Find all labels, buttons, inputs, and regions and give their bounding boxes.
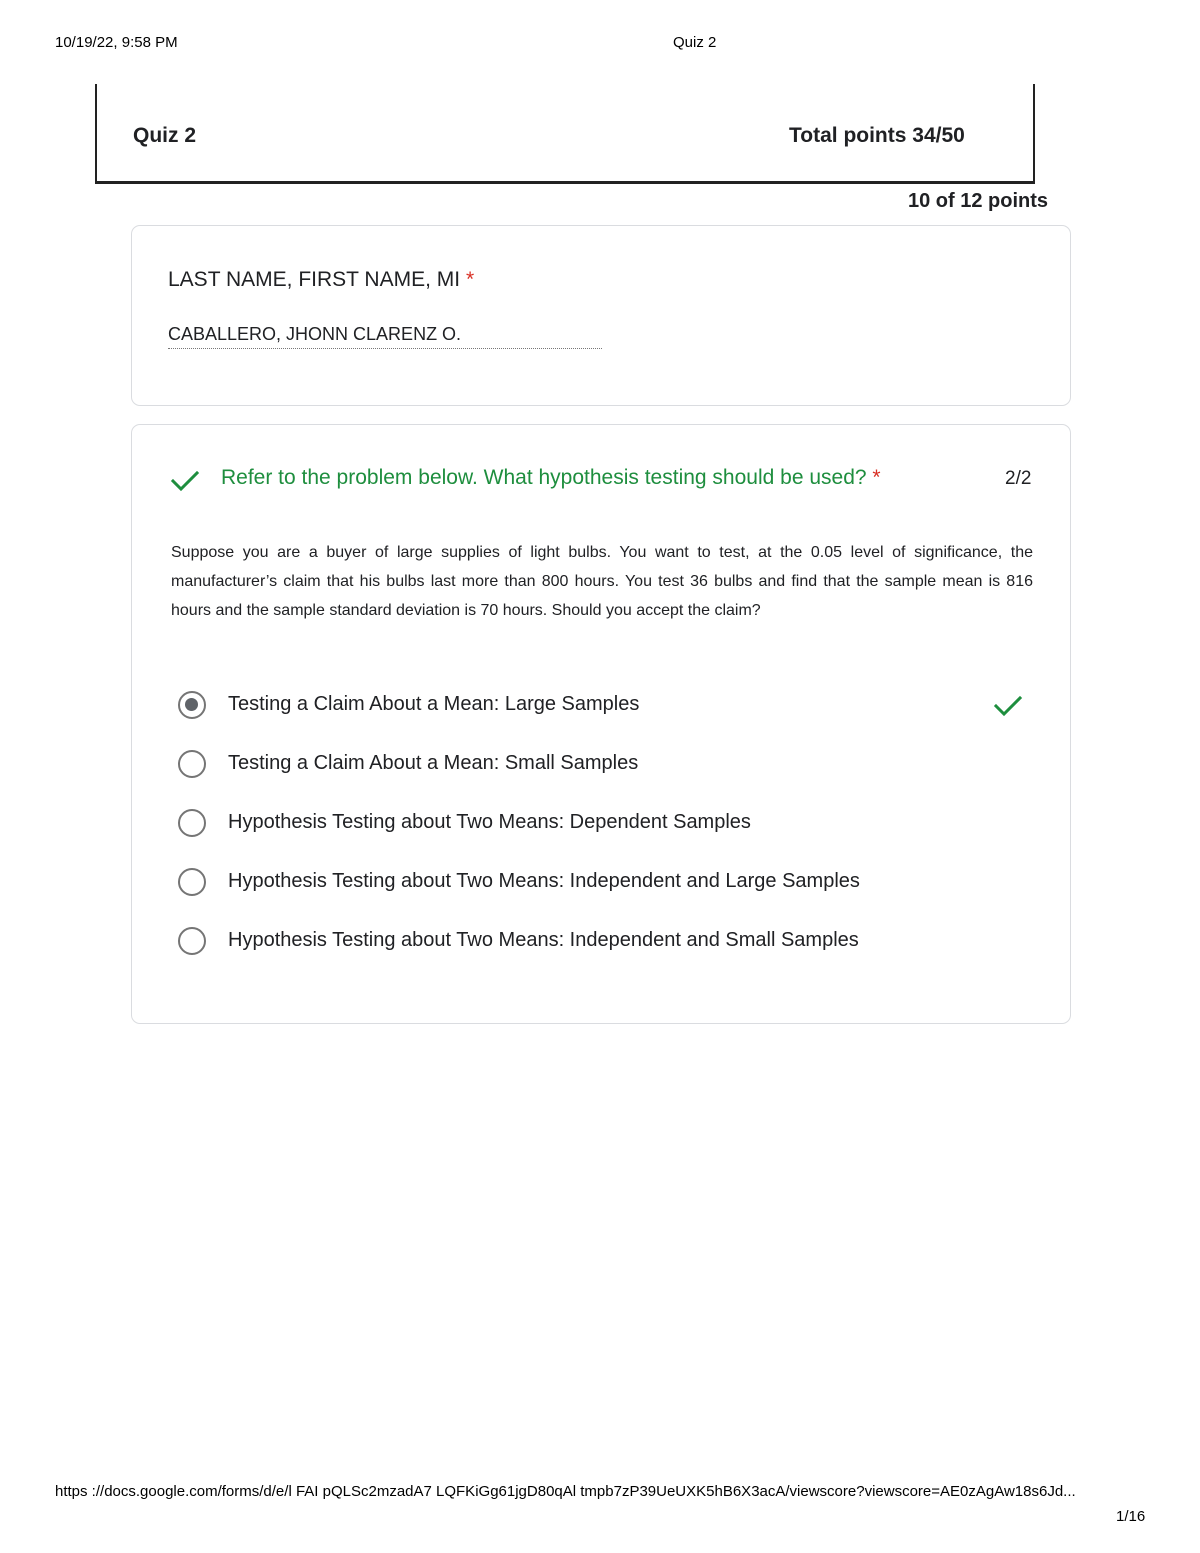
print-header-datetime: 10/19/22, 9:58 PM	[55, 34, 178, 51]
radio-button[interactable]	[178, 750, 206, 778]
print-footer-page-number: 1/16	[1116, 1508, 1146, 1525]
answer-option[interactable]	[178, 748, 1038, 782]
radio-button[interactable]	[178, 868, 206, 896]
hypothesis-question-card	[131, 424, 1071, 1024]
name-answer-value: CABALLERO, JHONN CLARENZ O.	[168, 324, 602, 349]
problem-statement: Suppose you are a buyer of large supplies of light bulbs. You want to test, at the 0.05 level of significance, the manufacturer’s claim that his bulbs last more than 800 hours. You test 36 bulbs and find that the sample mean is 816 hours and the sample standard deviation is 70 hours. Should you accept the claim?	[171, 544, 1033, 619]
print-footer-url: https ://docs.google.com/forms/d/e/l FAI pQLSc2mzadA7 LQFKiGg61jgD80qAl tmpb7zP39UeUXK5hB6X3acA/viewscore?viewscore=AE0zAgAw18s6Jd...	[55, 1483, 1076, 1500]
radio-button-selected[interactable]	[178, 691, 206, 719]
section-points: 10 of 12 points	[908, 190, 1049, 212]
required-asterisk: *	[465, 268, 475, 291]
name-question-label	[168, 268, 474, 292]
answer-option-label: Testing a Claim About a Mean: Large Samples	[228, 693, 640, 715]
answer-option[interactable]	[178, 689, 1038, 723]
answer-option-label: Hypothesis Testing about Two Means: Independent and Small Samples	[228, 929, 859, 951]
question-title	[221, 466, 981, 490]
radio-button[interactable]	[178, 927, 206, 955]
name-question-card	[131, 225, 1071, 406]
question-text: Refer to the problem below. What hypothesis testing should be used?	[221, 466, 867, 489]
question-score: 2/2	[1005, 468, 1032, 489]
radio-button[interactable]	[178, 809, 206, 837]
print-header-title: Quiz 2	[673, 34, 717, 51]
answer-option-label: Hypothesis Testing about Two Means: Independent and Large Samples	[228, 870, 860, 892]
required-asterisk: *	[872, 466, 881, 489]
total-points: Total points 34/50	[789, 124, 965, 147]
answer-option[interactable]	[178, 925, 1038, 959]
answer-option-label: Hypothesis Testing about Two Means: Dependent Samples	[228, 811, 751, 833]
checkmark-icon	[993, 694, 1023, 718]
answer-option[interactable]	[178, 866, 1038, 900]
answer-option[interactable]	[178, 807, 1038, 841]
checkmark-icon	[170, 469, 200, 493]
quiz-title: Quiz 2	[133, 124, 197, 147]
name-question-text: LAST NAME, FIRST NAME, MI	[168, 268, 461, 291]
answer-option-label: Testing a Claim About a Mean: Small Samples	[228, 752, 639, 774]
quiz-header	[95, 84, 1035, 184]
